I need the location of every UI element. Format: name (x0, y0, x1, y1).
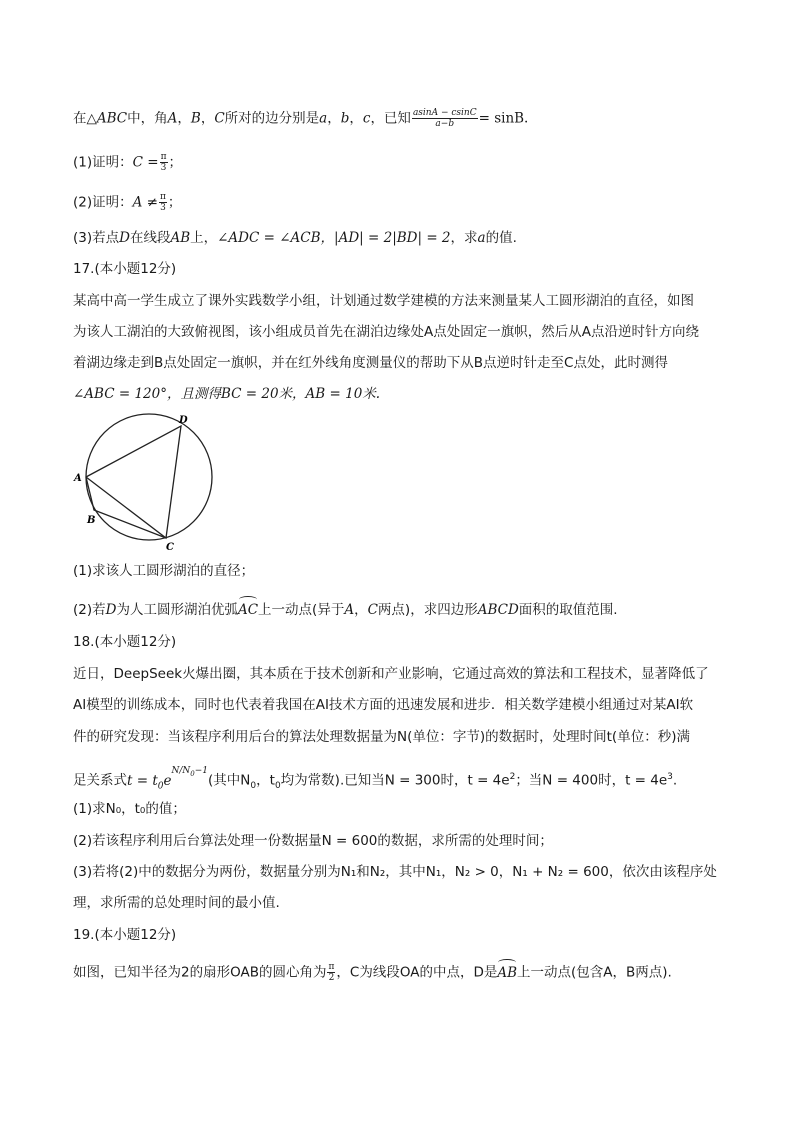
q18-line4-text-a: 足关系式 (73, 772, 127, 789)
q16-part2-label: (2)证明： (73, 194, 133, 211)
q17-part2-text-b: 为人工圆形湖泊优弧 (116, 602, 238, 618)
q18-part3-line1: (3)若将(2)中的数据分为两份，数据量分别为N₁和N₂，其中N₁，N₂ > 0，N₁ + N₂ = 600，依次由该程序处 (73, 864, 717, 880)
q16-stem-text-c: 所对的边分别是 (224, 110, 320, 127)
q18-line4: 足关系式$t = t_0e^{N/N_0-1}$(其中$N_0$，$t_0$均为常数).已知当N = 300时，$t = 4e^2$；当N = 400时，$t = 4e^3$. (73, 766, 678, 792)
q19-line1-text-a: 如图，已知半径为2的扇形OAB的圆心角为 (73, 964, 327, 981)
quadrilateral-lines-1 (86, 426, 181, 538)
q16-part1: (1)证明：C = $\frac{\pi}{3}$ ； (73, 152, 182, 173)
q16-part2-fraction: $\frac{\pi}{3}$ (159, 192, 166, 213)
q17-part2-text-d: 两点)，求四边形 (377, 602, 478, 618)
lake-figure (70, 412, 220, 552)
arc-AB: AB (497, 964, 518, 981)
label-B: B (87, 515, 96, 526)
q18-line1: 近日，DeepSeek火爆出圈，其本质在于技术创新和产业影响，它通过高效的算法和工程技术，显著降低了 (73, 666, 709, 682)
q16-triangle: ABC (96, 110, 128, 127)
q16-angles: A (167, 110, 178, 127)
q18-part1: (1)求N₀，t₀的值； (73, 801, 186, 817)
q16-part1-label: (1)证明： (73, 154, 133, 171)
q16-part3-text-b: 在线段 (129, 230, 171, 246)
q16-part3-text-c: 上， (190, 230, 218, 246)
q17-part2-text-c: 上一动点(异于 (258, 602, 345, 618)
q18-part3-line2: 理，求所需的总处理时间的最小值. (73, 895, 280, 911)
q18-line4-text-d: 均为常数).已知当N = 300时，t = 4e (280, 772, 510, 789)
q19-header: 19.(本小题12分) (73, 927, 177, 943)
q16-part3-text-f: 的值. (485, 230, 517, 246)
q18-header: 18.(本小题12分) (73, 634, 177, 650)
q16-part3-text-e: ，求 (450, 230, 478, 246)
q16-stem-end: = sinB. (478, 110, 529, 127)
q17-line4: ∠ABC = 120°，且测得BC = 20米，AB = 10米. (73, 386, 381, 402)
q16-part3-condition: ∠ADC = ∠ACB，|AD| = 2|BD| = 2 (217, 230, 451, 246)
q19-line1-text-c: 上一动点(包含A，B两点). (517, 964, 672, 981)
q16-fraction: $\frac{asinA - csinC}{a-b}$ (412, 108, 477, 129)
q17-line1: 某高中高一学生成立了课外实践数学小组，计划通过数学建模的方法来测量某人工圆形湖泊的直径，如图 (73, 293, 694, 309)
label-A: A (74, 473, 82, 484)
q17-part2-text-a: (2)若 (73, 602, 106, 618)
q17-part2: (2)若D为人工圆形湖泊优弧AC上一动点(异于A，C两点)，求四边形ABCD面积的取值范围. (73, 602, 618, 618)
q16-stem-text-b: 中，角 (127, 110, 168, 127)
q16-part1-fraction: $\frac{\pi}{3}$ (160, 152, 167, 173)
q17-part1: (1)求该人工圆形湖泊的直径； (73, 563, 255, 579)
q18-line2: AI模型的训练成本，同时也代表着我国在AI技术方面的迅速发展和进步．相关数学建模小组通过对某AI软 (73, 697, 694, 713)
q16-part2: (2)证明：A ≠ $\frac{\pi}{3}$ ； (73, 192, 182, 213)
arc-AC: AC (237, 602, 259, 618)
lake-diagram-svg (70, 412, 220, 552)
q18-formula: $t = t_0e^{N/N_0-1}$ (127, 766, 209, 792)
label-C: C (166, 542, 174, 552)
q16-sides: a (319, 110, 328, 127)
q17-line2: 为该人工湖泊的大致俯视图，该小组成员首先在湖泊边缘处A点处固定一旗帜，然后从A点沿逆时针方向绕 (73, 324, 699, 340)
q18-line4-text-b: (其中N (208, 772, 251, 789)
q17-part2-text-e: 面积的取值范围. (518, 602, 618, 618)
q16-part3-text-a: (3)若点 (73, 230, 120, 246)
q16-part3: (3)若点D在线段AB上，∠ADC = ∠ACB，|AD| = 2|BD| = 2，求a的值. (73, 230, 517, 246)
lake-circle (86, 414, 212, 540)
q18-line3: 件的研究发现：当该程序利用后台的算法处理数据量为N(单位：字节)的数据时，处理时间t(单位：秒)满 (73, 729, 690, 745)
q16-stem-text: 在△ (73, 110, 97, 127)
q19-line1-text-b: ，C为线段OA的中点，D是 (336, 964, 498, 981)
label-D: D (179, 415, 188, 426)
q19-line1 (73, 962, 672, 983)
q17-header: 17.(本小题12分) (73, 261, 177, 277)
q18-part2: (2)若该程序利用后台算法处理一份数据量N = 600的数据，求所需的处理时间； (73, 833, 553, 849)
q18-line4-text-f: . (672, 772, 678, 789)
q18-line4-text-c: ，t (256, 772, 275, 789)
q19-fraction: $\frac{\pi}{2}$ (328, 962, 335, 983)
q18-line4-text-e: ；当N = 400时，t = 4e (515, 772, 668, 789)
q17-line3: 着湖边缘走到B点处固定一旗帜，并在红外线角度测量仪的帮助下从B点逆时针走至C点处，此时测得 (73, 355, 668, 371)
q16-stem-text-d: ，已知 (370, 110, 411, 127)
q16-stem: 在△ABC中，角A，B，C所对的边分别是a，b，c，已知 $\frac{asinA - csinC}{a-b}$ = sinB. (73, 108, 529, 129)
